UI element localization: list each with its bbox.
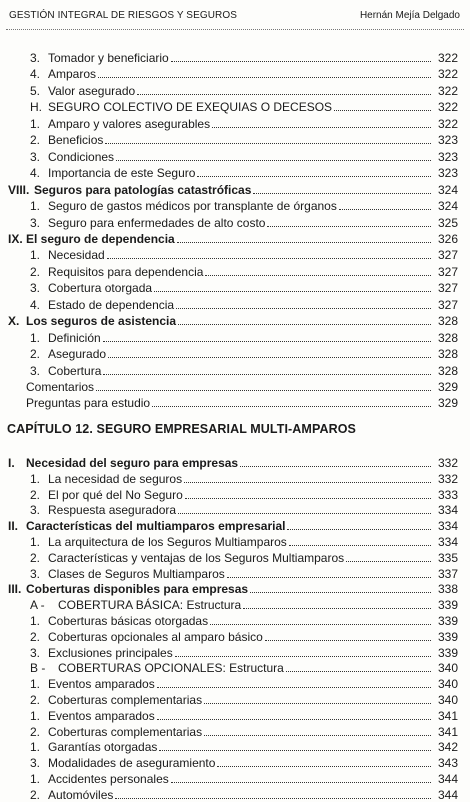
toc-entry-row [30,198,458,213]
toc-entry-title: Garantías otorgadas [48,740,158,755]
dot-leader [177,241,431,243]
toc-entry-row [30,116,458,131]
toc-page-number: 327 [437,281,458,296]
dot-leader [243,607,431,609]
toc-entry-title: Exclusiones principales [48,645,173,660]
toc-entry-row [30,330,458,345]
dot-leader [334,109,431,111]
toc-entry-number: 3. [30,51,41,65]
toc-entry-title: Características del multiamparos empresarial [26,519,286,534]
toc-entry-row [30,280,458,295]
toc-page-number: 333 [437,487,458,502]
toc-entry-title: Seguro de gastos médicos por transplante de órganos [48,199,337,214]
toc-entry-row [30,534,458,549]
toc-page-number: 337 [437,566,458,581]
toc-entry-row [30,83,458,98]
toc-entry-title: Definición [48,330,101,345]
toc-entry-number: 2. [30,550,41,565]
toc-entry-row [30,471,458,486]
dot-leader [115,797,431,799]
toc-section-row [8,455,458,470]
dot-leader [250,591,431,593]
dot-leader [265,639,431,641]
toc-section-row [8,313,458,328]
dot-leader [116,159,431,161]
toc-entry-number: H. [30,100,42,115]
toc-page-number: 329 [437,380,458,394]
toc-entry-row [30,99,458,114]
dot-leader [157,718,431,720]
toc-entry-number: X. [8,314,20,329]
author-name: Hernán Mejía Delgado [359,10,460,21]
toc-entry-number: 3. [30,149,41,164]
toc-entry-row [30,566,458,581]
toc-entry-row [30,149,458,164]
toc-page-number: 332 [437,456,458,470]
toc-entry-row [30,645,458,660]
toc-page-number: 334 [437,503,458,518]
dot-leader [287,528,431,530]
toc-page-number: 343 [437,756,458,771]
toc-page-number: 322 [437,67,458,82]
toc-entry-number: 2. [30,724,41,739]
toc-entry-row [30,264,458,279]
toc-entry-title: COBERTURAS OPCIONALES: Estructura [58,661,284,676]
dot-leader [171,781,431,783]
toc-page-number: 339 [437,629,458,644]
toc-entry-number: 4. [30,166,41,181]
dot-leader [98,76,431,78]
toc-entry-row [30,629,458,644]
toc-entry-title: SEGURO COLECTIVO DE EXEQUIAS O DECESOS [48,100,333,115]
toc-page-number: 323 [437,149,458,164]
toc-entry-number: 3. [30,503,41,518]
toc-page-number: 341 [437,708,458,723]
toc-entry-title: Respuesta aseguradora [48,503,177,518]
toc-page-number: 326 [437,231,458,246]
toc-section-row [8,231,458,246]
toc-entry-title: El seguro de dependencia [26,231,175,246]
toc-entry-number: 3. [30,215,41,230]
dot-leader [184,481,431,483]
toc-entry-row [30,708,458,723]
toc-entry-number: B - [30,661,46,676]
dot-leader [103,373,431,375]
toc-entry-title: Coberturas opcionales al amparo básico [48,629,263,644]
dot-leader [204,734,431,736]
toc-entry-number: 1. [30,248,41,263]
dot-leader [205,274,431,276]
toc-entry-title: Condiciones [48,149,115,164]
toc-page-number: 329 [437,396,458,411]
toc-page-number: 339 [437,614,458,628]
dot-leader [107,257,431,259]
toc-entry-title: Importancia de este Seguro [48,166,196,181]
toc-page-number: 328 [437,363,458,378]
toc-page-number: 340 [437,693,458,707]
toc-page-number: 344 [437,787,458,802]
toc-entry-title: Coberturas básicas otorgadas [48,614,209,628]
toc-entry-row [30,165,458,180]
toc-entry-number: 1. [30,677,41,692]
toc-entry-row [30,215,458,230]
dot-leader [108,356,431,358]
toc-page-number: 335 [437,550,458,565]
toc-entry-number: 3. [30,756,41,771]
toc-entry-title: Coberturas complementarias [48,724,203,739]
toc-entry-title: Coberturas disponibles para empresas [26,582,249,597]
toc-entry-row [30,346,458,361]
dot-leader [178,323,431,325]
toc-section-row [8,518,458,533]
toc-entry-number: 1. [30,708,41,723]
toc-entry-row [30,297,458,312]
toc-entry-title: Tomador y beneficiario [48,51,169,65]
toc-page-number: 341 [437,724,458,739]
dot-leader [212,126,431,128]
toc-page-number: 338 [437,582,458,597]
toc-page-number: 340 [437,661,458,676]
dot-leader [159,749,431,751]
book-title: GESTIÓN INTEGRAL DE RIESGOS Y SEGUROS [9,10,238,21]
toc-page-number: 324 [437,199,458,214]
toc-entry-title: Necesidad [48,248,105,263]
toc-entry-row [30,502,458,517]
toc-page-number: 327 [437,264,458,279]
toc-entry-title: Estado de dependencia [48,297,175,312]
toc-entry-row [30,676,458,691]
toc-section-row [8,581,458,596]
dot-leader [240,465,431,467]
dot-leader [197,175,431,177]
toc-entry-title: Valor asegurado [48,83,136,98]
toc-entry-number: 3. [30,281,41,296]
dot-leader [185,497,431,499]
toc-entry-number: A - [30,598,45,613]
toc-entry-title: Automóviles [48,787,114,802]
dot-leader [267,225,431,227]
toc-entry-row [30,487,458,502]
toc-entry-number: 4. [30,67,41,82]
dot-leader [210,623,431,625]
toc-entry-title: Necesidad del seguro para empresas [26,456,239,470]
toc-page-number: 327 [437,297,458,312]
toc-entry-row [30,613,458,628]
dot-leader [152,405,431,407]
toc-entry-row [30,660,458,675]
toc-entry-title: Cobertura [48,363,102,378]
toc-entry-number: VIII. [8,182,30,197]
toc-entry-row [30,597,458,612]
toc-entry-number: 2. [30,787,41,802]
toc-entry-number: 2. [30,693,41,707]
dot-leader [105,142,431,144]
toc-entry-number: 2. [30,347,41,362]
toc-entry-number: 1. [30,740,41,755]
toc-page-number: 339 [437,645,458,660]
dot-leader [286,670,431,672]
toc-entry-number: 1. [30,471,41,486]
toc-page-number: 327 [437,248,458,263]
toc-entry-title: Requisitos para dependencia [48,264,204,279]
toc-entry-number: I. [8,456,15,470]
toc-entry-number: 2. [30,264,41,279]
toc-entry-row [30,692,458,707]
toc-entry-row [30,755,458,770]
toc-entry-number: IX. [8,231,23,246]
toc-entry-title: Cobertura otorgada [48,281,153,296]
dot-leader [137,93,431,95]
toc-page-number: 344 [437,772,458,786]
toc-page-number: 322 [437,100,458,115]
toc-entry-number: 3. [30,645,41,660]
toc-entry-title: Comentarios [26,380,95,394]
toc-entry-row [30,66,458,81]
dot-leader [154,290,431,292]
toc-entry-row [30,724,458,739]
toc-page-number: 332 [437,471,458,486]
toc-entry-title: Eventos amparados [48,677,155,692]
toc-entry-number: 1. [30,199,41,214]
toc-entry-number: III. [8,582,22,597]
toc-entry-number: 1. [30,535,41,549]
toc-entry-title: Asegurado [48,347,107,362]
dot-leader [175,655,431,657]
toc-page-number: 339 [437,598,458,613]
toc-entry-number: 1. [30,116,41,131]
toc-entry-number: 3. [30,363,41,378]
toc-entry-title: Modalidades de aseguramiento [48,756,216,771]
dot-leader [289,544,431,546]
dot-leader [204,702,431,704]
toc-entry-number: 1. [30,330,41,345]
toc-entry-number: 1. [30,614,41,628]
toc-page-number: 322 [437,116,458,131]
dot-leader [178,512,431,514]
toc-section-row [8,182,458,197]
toc-entry-title: Características y ventajas de los Seguros Multiamparos [48,550,345,565]
toc-entry-title: Seguros para patologías catastróficas [34,182,252,197]
toc-entry-row [30,363,458,378]
toc-entry-title: Preguntas para estudio [26,396,151,411]
toc-entry-title: La necesidad de seguros [48,471,183,486]
toc-page-number: 334 [437,535,458,549]
dot-leader [217,765,431,767]
toc-page-number: 322 [437,83,458,98]
toc-entry-row [30,771,458,786]
toc-page-number: 322 [437,51,458,65]
toc-entry-number: 5. [30,83,41,98]
toc-entry-row [30,132,458,147]
toc-entry-title: Eventos amparados [48,708,155,723]
toc-entry-number: II. [8,519,19,534]
toc-entry-title: Amparo y valores asegurables [48,116,211,131]
toc-entry-title: Seguro para enfermedades de alto costo [48,215,266,230]
toc-entry-title: Accidentes personales [48,772,169,786]
toc-entry-number: 1. [30,772,41,786]
toc-entry-number: 2. [30,629,41,644]
toc-entry-number: 2. [30,487,41,502]
toc-page-number: 323 [437,133,458,148]
dot-leader [176,307,431,309]
toc-entry-title: Amparos [48,67,97,82]
dot-leader [253,192,431,194]
dot-leader [227,576,431,578]
dot-leader [346,560,431,562]
chapter-title: CAPÍTULO 12. SEGURO EMPRESARIAL MULTI-AMPAROS [7,422,356,436]
toc-entry-row [30,247,458,262]
toc-entry-title: Coberturas complementarias [48,693,203,707]
toc-page-number: 340 [437,677,458,692]
dot-leader [103,340,431,342]
toc-page-number: 324 [437,182,458,197]
toc-entry-title: Los seguros de asistencia [26,314,177,329]
toc-entry-row [30,550,458,565]
toc-page-number: 323 [437,166,458,181]
toc-entry-number: 2. [30,133,41,148]
toc-page-number: 325 [437,215,458,230]
toc-entry-row [26,395,458,410]
dot-leader [171,60,431,62]
toc-page-number: 328 [437,330,458,345]
toc-entry-title: Beneficios [48,133,104,148]
toc-entry-title: La arquitectura de los Seguros Multiamparos [48,535,287,549]
toc-entry-number: 3. [30,566,41,581]
toc-entry-title: El por qué del No Seguro [48,487,183,502]
dot-leader [96,389,431,391]
toc-page-number: 342 [437,740,458,755]
toc-entry-row [26,379,458,394]
toc-entry-number: 4. [30,297,41,312]
toc-page-number: 328 [437,347,458,362]
toc-entry-title: COBERTURA BÁSICA: Estructura [58,598,242,613]
toc-page-number: 328 [437,314,458,329]
dot-leader [157,686,431,688]
toc-entry-row [30,739,458,754]
toc-entry-title: Clases de Seguros Multiamparos [48,566,225,581]
toc-entry-row [30,50,458,65]
dot-leader [339,208,431,210]
toc-page-number: 334 [437,519,458,534]
